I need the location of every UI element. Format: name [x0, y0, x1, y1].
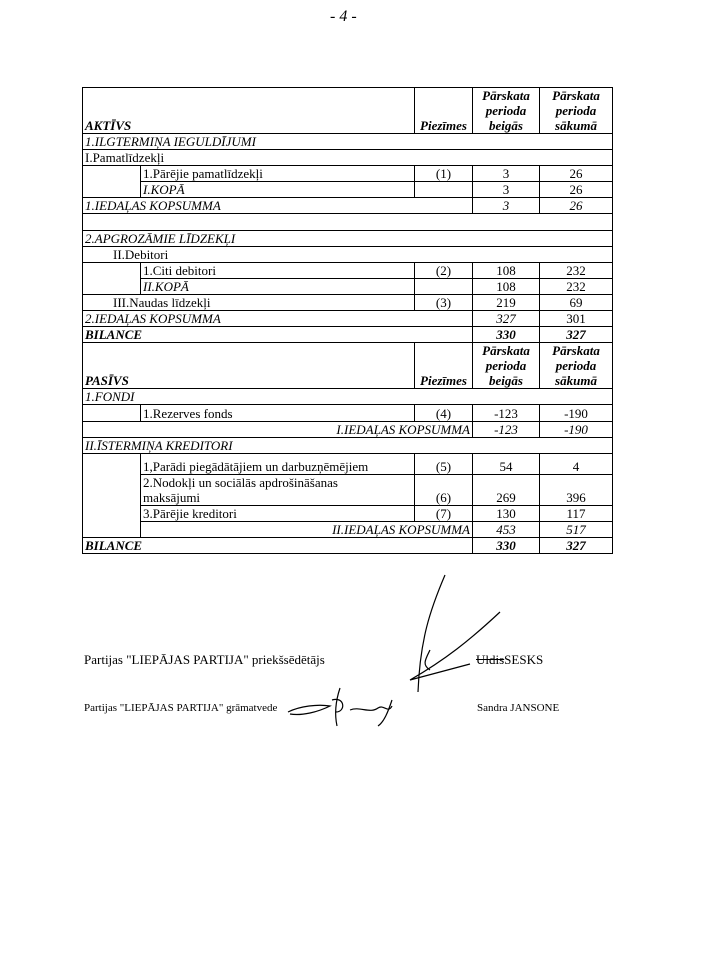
table-row: 2.APGROZĀMIE LĪDZEKĻI	[83, 231, 613, 247]
chair-signature-stroke	[410, 612, 500, 680]
balance-sheet-table: AKTĪVS Piezīmes Pārskata Pārskata perioda perioda beigās sākumā 1.ILGTERMIŅA IEGULDĪJUMI I.Pamatlīdzekļi 1.Pārējie pamatlīdzekļi (1) 3 26 I.KOPĀ 3 26 1.IEDAĻAS KOPSUMMA 3 26 2.APGROZĀMIE LĪDZEKĻI II.Debitori 1.Citi debitori (2) 108 232 II.KOPĀ 108 232 III.Naudas līdzekļi (3) 219 69 2.IEDAĻAS KOPSUMMA 327 301 BILANCE 330 327 PASĪVS Piezīmes Pārskata Pārskata perioda perioda beigās sākumā 1.FONDI 1.Rezerves fonds (4) -123 -190 I.IEDAĻAS KOPSUMMA -123 -190 II.ĪSTERMIŅA KREDITORI 1,Parādi piegādātājiem un darbuzņēmējiem (5) 54 4 2.Nodokļi un sociālās apdrošināšanas maksājumi (6) 269 396 3.Pārējie kreditori (7) 130 117 II.IEDAĻAS KOPSUMMA 453 517 BILANCE 330 327	[82, 87, 613, 554]
accountant-signature-stroke	[350, 700, 392, 726]
accountant-name: Sandra JANSONE	[477, 702, 560, 714]
accountant-signature-stroke	[332, 688, 343, 726]
accountant-signature-stroke	[288, 705, 330, 714]
table-row: I.Pamatlīdzekļi	[83, 150, 613, 166]
table-row: 1.Citi debitori (2) 108 232	[83, 263, 613, 279]
pasivs-header-row: PASĪVS Piezīmes Pārskata Pārskata	[83, 343, 613, 359]
aktivs-header-row: AKTĪVS Piezīmes Pārskata Pārskata	[83, 88, 613, 104]
table-row: II.KOPĀ 108 232	[83, 279, 613, 295]
accountant-role: Partijas "LIEPĀJAS PARTIJA" grāmatvede	[84, 702, 278, 714]
table-row: 1.Rezerves fonds (4) -123 -190	[83, 405, 613, 422]
table-row: II.IEDAĻAS KOPSUMMA 453 517	[83, 522, 613, 538]
page-number: - 4 -	[330, 8, 357, 25]
table-row: 2.Nodokļi un sociālās apdrošināšanas maksājumi (6) 269 396	[83, 475, 613, 506]
chair-signature-stroke	[425, 650, 430, 670]
aktivs-title: AKTĪVS	[83, 88, 415, 134]
table-row: 1.Pārējie pamatlīdzekļi (1) 3 26	[83, 166, 613, 182]
table-row: 2.IEDAĻAS KOPSUMMA 327 301	[83, 311, 613, 327]
chair-role: Partijas "LIEPĀJAS PARTIJA" priekšsēdētājs	[84, 652, 325, 667]
table-row: 3.Pārējie kreditori (7) 130 117	[83, 506, 613, 522]
table-row: BILANCE 330 327	[83, 538, 613, 554]
notes-header: Piezīmes	[415, 88, 473, 134]
table-row: I.IEDAĻAS KOPSUMMA -123 -190	[83, 422, 613, 438]
table-row: 1,Parādi piegādātājiem un darbuzņēmējiem (5) 54 4	[83, 454, 613, 475]
table-row: 1.FONDI	[83, 389, 613, 405]
table-row: II.Debitori	[83, 247, 613, 263]
table-row: 1.ILGTERMIŅA IEGULDĪJUMI	[83, 134, 613, 150]
table-row: I.KOPĀ 3 26	[83, 182, 613, 198]
chair-name: UldisSESKS	[476, 652, 544, 667]
table-row: III.Naudas līdzekļi (3) 219 69	[83, 295, 613, 311]
table-row: II.ĪSTERMIŅA KREDITORI	[83, 438, 613, 454]
table-row: 1.IEDAĻAS KOPSUMMA 3 26	[83, 198, 613, 214]
pasivs-title: PASĪVS	[83, 343, 415, 389]
table-row: BILANCE 330 327	[83, 327, 613, 343]
